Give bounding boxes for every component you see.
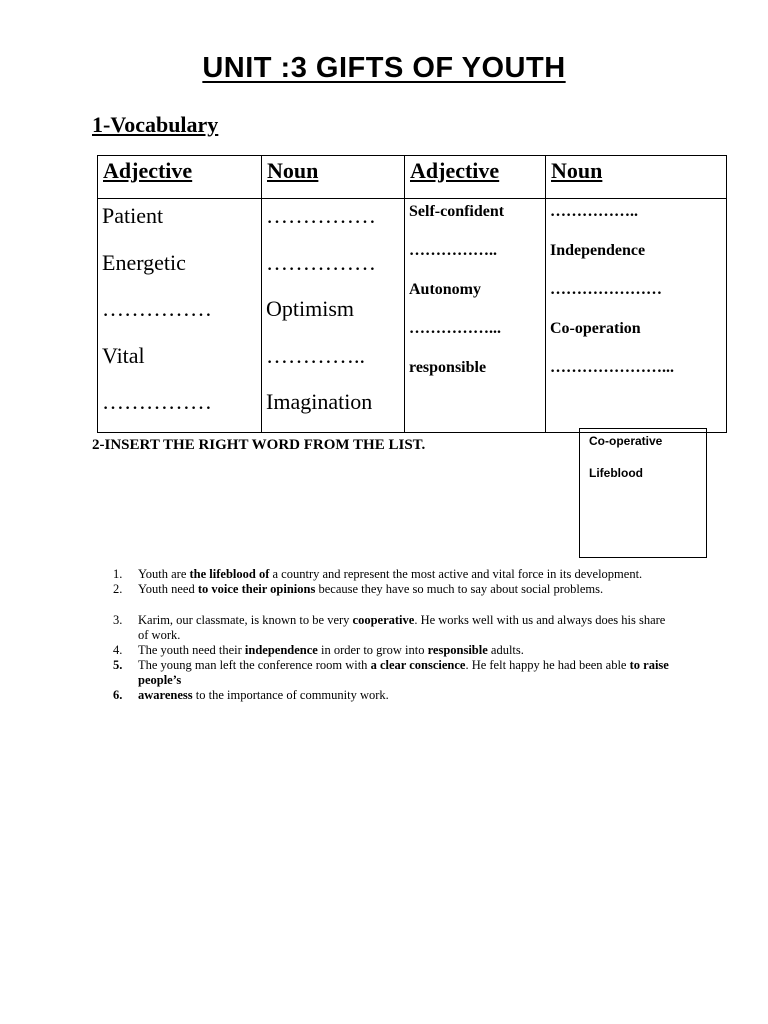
- header-adjective-1: Adjective: [98, 156, 262, 199]
- sentence-text: . He works well with us and always does his share of work.: [138, 613, 666, 642]
- sentence-number: 6.: [113, 688, 123, 702]
- header-noun-1: Noun: [262, 156, 405, 199]
- sentence-number: 3.: [113, 613, 123, 627]
- column-noun-2: [546, 199, 727, 433]
- sentence-item: [113, 658, 673, 688]
- table-cell: ……………: [266, 249, 376, 275]
- table-cell: ……………..: [409, 242, 497, 259]
- sentence-text: Youth are: [138, 567, 190, 581]
- exercise-2-heading: 2-INSERT THE RIGHT WORD FROM THE LIST.: [92, 437, 426, 453]
- table-cell: responsible: [409, 359, 487, 376]
- table-cell: Autonomy: [409, 281, 482, 298]
- table-cell: ……………: [102, 296, 212, 321]
- header-adjective-2: Adjective: [405, 156, 546, 199]
- answer-text: to raise people’s: [138, 658, 669, 687]
- sentence-text: Karim, our classmate, is known to be very: [138, 613, 353, 627]
- answer-text: awareness: [138, 688, 193, 702]
- table-cell: Optimism: [266, 296, 355, 321]
- table-cell: Self-confident: [409, 203, 505, 220]
- table-cell: Energetic: [102, 249, 186, 275]
- table-cell: Co-operation: [550, 320, 641, 337]
- sentence-text: in order to grow into: [317, 643, 428, 657]
- sentence-text: to the importance of community work.: [192, 688, 389, 702]
- list-gap: [113, 597, 673, 613]
- sentence-number: 4.: [113, 643, 123, 657]
- sentence-text: a country and represent the most active and vital force in its development.: [269, 567, 643, 581]
- table-cell: …………..: [266, 342, 365, 368]
- answer-text: the lifeblood of: [189, 567, 270, 581]
- sentence-number: 5.: [113, 658, 123, 672]
- table-cell: ……………: [266, 203, 376, 228]
- answer-text: a clear conscience: [370, 658, 466, 672]
- sentence-number: 2.: [113, 582, 123, 596]
- word-list-item: Co-operative: [589, 434, 663, 448]
- table-cell: …………………...: [550, 359, 674, 376]
- answer-text: responsible: [427, 643, 488, 657]
- word-list-item: Lifeblood: [589, 466, 643, 480]
- vocabulary-heading: 1-Vocabulary: [92, 112, 219, 137]
- column-adjective-1: [98, 199, 262, 433]
- sentence-item: [113, 613, 673, 643]
- answer-text: to voice their opinions: [197, 582, 316, 596]
- sentence-list: [113, 567, 673, 703]
- sentence-text: because they have so much to say about social problems.: [315, 582, 604, 596]
- sentence-item: [113, 643, 673, 658]
- sentence-text: Youth need: [138, 582, 198, 596]
- table-cell: ……………..: [550, 203, 638, 220]
- sentence-text: . He felt happy he had been able: [465, 658, 630, 672]
- table-cell: ……………...: [409, 320, 501, 337]
- column-noun-1: [262, 199, 405, 433]
- sentence-text: The young man left the conference room with: [138, 658, 371, 672]
- sentence-item: [113, 688, 673, 703]
- sentence-item: [113, 567, 673, 582]
- table-cell: …………………: [550, 281, 662, 298]
- table-cell: Vital: [102, 342, 145, 368]
- sentence-number: 1.: [113, 567, 123, 581]
- sentence-text: The youth need their: [138, 643, 245, 657]
- table-cell: Imagination: [266, 389, 373, 414]
- table-cell: ……………: [102, 389, 212, 414]
- column-adjective-2: [405, 199, 546, 433]
- table-cell: Patient: [102, 203, 164, 228]
- answer-text: cooperative: [352, 613, 415, 627]
- header-noun-2: Noun: [546, 156, 727, 199]
- answer-text: independence: [244, 643, 318, 657]
- vocabulary-table: [97, 155, 727, 433]
- table-cell: Independence: [550, 242, 646, 259]
- sentence-item: [113, 582, 673, 597]
- sentence-text: adults.: [487, 643, 524, 657]
- page-title: UNIT :3 GIFTS OF YOUTH: [202, 52, 566, 84]
- word-list-box: [579, 428, 707, 558]
